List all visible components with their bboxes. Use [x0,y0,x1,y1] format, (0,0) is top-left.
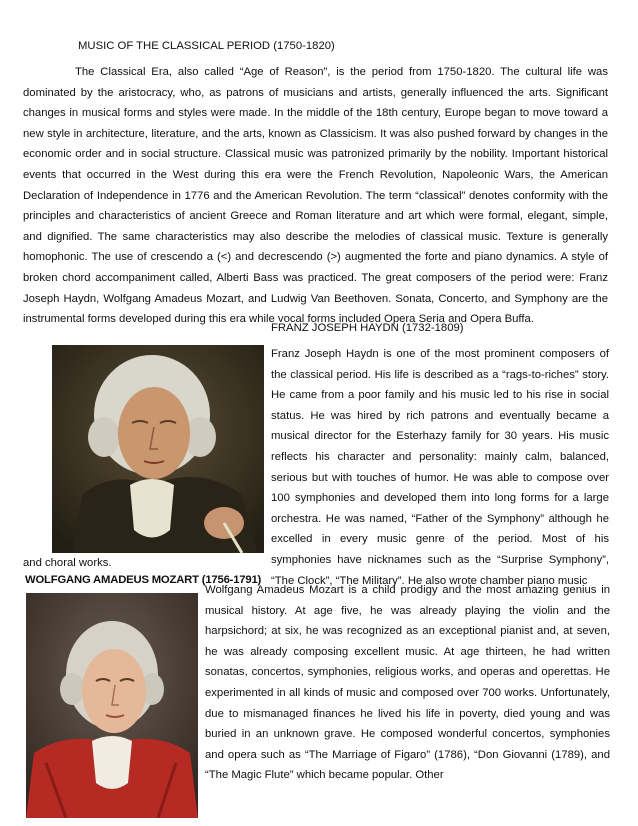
haydn-portrait-icon [52,345,264,553]
page-title: MUSIC OF THE CLASSICAL PERIOD (1750-1820) [78,40,335,52]
haydn-paragraph-tail: and choral works. [23,557,112,569]
haydn-heading: FRANZ JOSEPH HAYDN (1732-1809) [271,322,464,334]
mozart-heading: WOLFGANG AMADEUS MOZART (1756-1791) [25,574,262,586]
haydn-paragraph: Franz Joseph Haydn is one of the most prominent composers of the classical period. His life is described as a “rags-to-riches” story. He came from a poor family and his music led to his rise in social status. He was hired by rich patrons and eventually became a musical director for the Esterhazy family for 30 years. His music reflects his character and personality: mainly calm, balanced, serious but with touches of humor. He was able to compose over 100 symphonies and developed them into long forms for a large orchestra. He was named, “Father of the Symphony” although he excelled in every music genre of the period. Most of his symphonies have nicknames such as the “Surprise Symphony”, “The Clock”, “The Military”. He also wrote chamber piano music [271,348,609,587]
mozart-paragraph: Wolfgang Amadeus Mozart is a child prodigy and the most amazing genius in musical history. At age five, he was already playing the violin and the harpsichord; at six, he was recognized as an exceptional pianist and, at seven, he was already composing excellent music. At age thirteen, he had written sonatas, concertos, symphonies, religious works, and operas and operettas. He experimented in all kinds of music and composed over 700 works. Unfortunately, due to mismanaged finances he lived his life in poverty, died young and was buried in an unknown grave. He composed wonderful concertos, symphonies and opera such as “The Marriage of Figaro” (1786), “Don Giovanni (1789), and “The Magic Flute” which became popular. Other [205,584,610,782]
mozart-portrait-icon [26,593,198,818]
intro-paragraph [23,62,608,330]
intro-text: The Classical Era, also called “Age of Reason”, is the period from 1750-1820. The cultural life was dominated by the aristocracy, who, as patrons of musicians and artists, generally influenced the arts. Significant changes in musical forms and styles were made. In the middle of the 18th century, Europe began to move toward a new style in architecture, literature, and the arts, known as Classicism. It was also pushed forward by changes in the economic order and in social structure. Classical music was patronized primarily by the nobility. Important historical events that occurred in the West during this era were the French Revolution, Napoleonic Wars, the American Declaration of Independence in 1776 and the American Revolution. The term “classical” denotes conformity with the principles and characteristics of ancient Greece and Roman literature and art which were formal, elegant, simple, and dignified. The same characteristics may also describe the melodies of classical music. Texture is generally homophonic. The use of crescendo a (<) and decrescendo (>) augmented the forte and piano dynamics. A style of broken chord accompaniment called, Alberti Bass was practiced. The great composers of the period were: Franz Joseph Haydn, Wolfgang Amadeus Mozart, and Ludwig Van Beethoven. Sonata, Concerto, and Symphony are the instrumental forms developed during this era while vocal forms included Opera Seria and Opera Buffa. [23,66,608,326]
